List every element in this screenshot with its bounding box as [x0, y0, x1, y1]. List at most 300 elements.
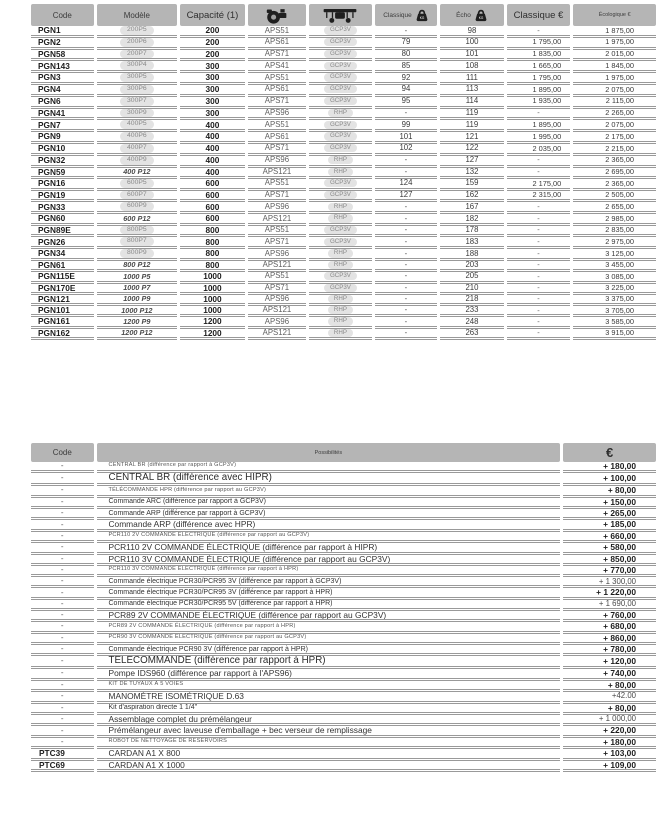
pump-cell: APS96: [248, 202, 306, 214]
model-cell: 800P9: [97, 249, 178, 261]
code-cell: PGN170E: [31, 284, 94, 295]
option-label-cell: PCR110 3V COMMANDE ÉLECTRIQUE (différence par rapport à HPR): [97, 566, 561, 577]
capacity-cell: 300: [180, 73, 245, 85]
classique-eur-cell: 1 795,00: [507, 73, 571, 85]
echo-kg-cell: 119: [440, 109, 504, 121]
control-cell: GCP3V: [309, 97, 372, 109]
classique-kg-cell: 85: [375, 61, 438, 73]
option-price-cell: + 740,00: [563, 669, 656, 680]
pump-cell: APS51: [248, 120, 306, 132]
ecologique-eur-cell: 2 015,00: [573, 50, 656, 62]
option-code-cell: -: [31, 611, 94, 622]
table-row: [31, 50, 656, 62]
pump-cell: APS71: [248, 191, 306, 203]
model-cell: 1000 P7: [97, 284, 178, 295]
option-price-cell: + 1 000,00: [563, 715, 656, 726]
capacity-cell: 600: [180, 191, 245, 203]
option-code-cell: -: [31, 704, 94, 715]
table-row: [31, 692, 656, 703]
option-label-cell: Commande électrique PCR30/PCR95 3V (différence par rapport à HPR): [97, 588, 561, 599]
classique-kg-cell: 92: [375, 73, 438, 85]
capacity-cell: 400: [180, 144, 245, 156]
option-price-cell: + 220,00: [563, 726, 656, 737]
code-cell: PGN2: [31, 38, 94, 50]
control-cell: GCP3V: [309, 120, 372, 132]
table-row: [31, 704, 656, 715]
classique-kg-cell: -: [375, 329, 438, 340]
option-price-cell: + 660,00: [563, 532, 656, 543]
classique-eur-cell: -: [507, 295, 571, 306]
table-row: [31, 295, 656, 306]
table-row: [31, 97, 656, 109]
capacity-cell: 800: [180, 237, 245, 249]
ecologique-eur-cell: 2 835,00: [573, 226, 656, 238]
capacity-cell: 1000: [180, 284, 245, 295]
control-cell: GCP3V: [309, 38, 372, 50]
option-code-cell: -: [31, 588, 94, 599]
classique-kg-cell: -: [375, 237, 438, 249]
option-price-cell: + 103,00: [563, 749, 656, 760]
echo-kg-cell: 108: [440, 61, 504, 73]
option-label-cell: Pompe IDS960 (différence par rapport à l'APS96): [97, 669, 561, 680]
code-cell: PGN9: [31, 132, 94, 144]
ecologique-eur-cell: 1 975,00: [573, 38, 656, 50]
pump-cell: APS96: [248, 317, 306, 328]
table-row: [31, 715, 656, 726]
echo-kg-cell: 205: [440, 272, 504, 283]
table-row: [31, 588, 656, 599]
pump-cell: APS96: [248, 109, 306, 121]
option-price-cell: + 80,00: [563, 681, 656, 692]
table-row: [31, 168, 656, 179]
option-label-cell: PCR89 2V COMMANDE ÉLECTRIQUE (différence par rapport au GCP3V): [97, 611, 561, 622]
control-cell: GCP3V: [309, 179, 372, 191]
classique-kg-cell: 101: [375, 132, 438, 144]
classique-kg-cell: -: [375, 226, 438, 238]
capacity-cell: 300: [180, 97, 245, 109]
model-cell: 1000 P12: [97, 306, 178, 317]
option-code-cell: -: [31, 577, 94, 588]
col-header-sprayer: [309, 4, 372, 26]
code-cell: PGN58: [31, 50, 94, 62]
classique-eur-cell: -: [507, 317, 571, 328]
classique-kg-cell: 94: [375, 85, 438, 97]
code-cell: PGN59: [31, 168, 94, 179]
pump-cell: APS121: [248, 261, 306, 272]
echo-kg-cell: 210: [440, 284, 504, 295]
option-label-cell: Commande ARC (différence par rapport à GCP3V): [97, 498, 561, 509]
ecologique-eur-cell: 3 375,00: [573, 295, 656, 306]
table-row: [31, 669, 656, 680]
echo-kg-cell: 100: [440, 38, 504, 50]
col-header-model: Modèle: [97, 4, 178, 26]
ecologique-eur-cell: 3 085,00: [573, 272, 656, 283]
classique-kg-cell: -: [375, 272, 438, 283]
classique-kg-cell: -: [375, 202, 438, 214]
option-price-cell: + 80,00: [563, 704, 656, 715]
col-header-euro: €: [563, 443, 656, 462]
table-row: [31, 132, 656, 144]
option-label-cell: Commande électrique PCR90 3V (différence par rapport à HPR): [97, 645, 561, 656]
classique-kg-cell: -: [375, 317, 438, 328]
ecologique-eur-cell: 3 705,00: [573, 306, 656, 317]
option-price-cell: + 1 220,00: [563, 588, 656, 599]
echo-kg-cell: 132: [440, 168, 504, 179]
option-price-cell: + 120,00: [563, 656, 656, 669]
echo-kg-cell: 119: [440, 120, 504, 132]
control-cell: GCP3V: [309, 50, 372, 62]
option-label-cell: Assemblage complet du prémélangeur: [97, 715, 561, 726]
classique-eur-cell: 1 895,00: [507, 85, 571, 97]
option-price-cell: + 860,00: [563, 634, 656, 645]
pump-cell: APS71: [248, 284, 306, 295]
col-header-ecologique-eur: Écologique €: [573, 4, 656, 26]
option-price-cell: + 850,00: [563, 555, 656, 566]
model-cell: 400P7: [97, 144, 178, 156]
table-row: [31, 555, 656, 566]
col-header-echo-kg: [440, 4, 504, 26]
table-row: [31, 726, 656, 737]
option-code-cell: -: [31, 645, 94, 656]
table-row: [31, 202, 656, 214]
classique-eur-cell: -: [507, 237, 571, 249]
option-price-cell: + 780,00: [563, 645, 656, 656]
table-row: [31, 156, 656, 168]
option-label-cell: KIT DE TUYAUX À 5 VOIES: [97, 681, 561, 692]
products-header-row: [31, 4, 656, 26]
classique-eur-cell: -: [507, 202, 571, 214]
ecologique-eur-cell: 1 975,00: [573, 73, 656, 85]
code-cell: PGN34: [31, 249, 94, 261]
code-cell: PGN32: [31, 156, 94, 168]
classique-kg-cell: -: [375, 168, 438, 179]
pump-cell: APS61: [248, 132, 306, 144]
code-cell: PGN16: [31, 179, 94, 191]
capacity-cell: 200: [180, 38, 245, 50]
option-label-cell: Commande ARP (différence avec HPR): [97, 520, 561, 531]
option-label-cell: Commande ARP (différence par rapport à GCP3V): [97, 509, 561, 520]
classique-kg-cell: -: [375, 109, 438, 121]
options-table: [28, 443, 659, 772]
table-row: [31, 85, 656, 97]
col-header-code2: Code: [31, 443, 94, 462]
classique-eur-cell: -: [507, 306, 571, 317]
table-row: [31, 498, 656, 509]
code-cell: PGN41: [31, 109, 94, 121]
model-cell: 1000 P5: [97, 272, 178, 283]
control-cell: RHP: [309, 329, 372, 340]
control-cell: RHP: [309, 214, 372, 225]
pump-cell: APS41: [248, 61, 306, 73]
echo-kg-cell: 127: [440, 156, 504, 168]
table-row: [31, 272, 656, 283]
classique-eur-cell: 1 895,00: [507, 120, 571, 132]
col-header-possibilites: Possibilités: [97, 443, 561, 462]
control-cell: RHP: [309, 317, 372, 328]
table-row: [31, 656, 656, 669]
option-label-cell: TÉLÉCOMMANDE (différence par rapport à HPR): [97, 656, 561, 669]
pump-cell: APS51: [248, 272, 306, 283]
classique-kg-cell: -: [375, 26, 438, 38]
option-code-cell: -: [31, 656, 94, 669]
model-cell: 600P5: [97, 179, 178, 191]
ecologique-eur-cell: 3 455,00: [573, 261, 656, 272]
control-cell: RHP: [309, 249, 372, 261]
option-price-cell: + 100,00: [563, 473, 656, 486]
table-row: [31, 577, 656, 588]
code-cell: PGN60: [31, 214, 94, 225]
table-row: [31, 645, 656, 656]
option-code-cell: -: [31, 543, 94, 554]
code-cell: PGN7: [31, 120, 94, 132]
table-row: [31, 317, 656, 328]
option-label-cell: PCR110 3V COMMANDE ÉLECTRIQUE (différence par rapport au GCP3V): [97, 555, 561, 566]
code-cell: PGN121: [31, 295, 94, 306]
model-cell: 200P5: [97, 26, 178, 38]
echo-kg-cell: 178: [440, 226, 504, 238]
capacity-cell: 300: [180, 85, 245, 97]
capacity-cell: 1000: [180, 272, 245, 283]
option-label-cell: PCR110 2V COMMANDE ÉLECTRIQUE (différence par rapport à HIPR): [97, 543, 561, 554]
col-header-classique-eur: Classique €: [507, 4, 571, 26]
table-row: [31, 738, 656, 749]
ecologique-eur-cell: 2 075,00: [573, 120, 656, 132]
option-price-cell: + 180,00: [563, 462, 656, 473]
classique-eur-cell: -: [507, 26, 571, 38]
option-label-cell: CARDAN A1 X 1000: [97, 761, 561, 772]
option-label-cell: CENTRAL BR (différence avec HIPR): [97, 473, 561, 486]
control-cell: RHP: [309, 202, 372, 214]
capacity-cell: 300: [180, 109, 245, 121]
model-cell: 1000 P9: [97, 295, 178, 306]
ecologique-eur-cell: 2 695,00: [573, 168, 656, 179]
ecologique-eur-cell: 1 845,00: [573, 61, 656, 73]
weight-kg-icon: [474, 12, 488, 19]
option-code-cell: PTC39: [31, 749, 94, 760]
code-cell: PGN6: [31, 97, 94, 109]
option-price-cell: + 680,00: [563, 622, 656, 633]
option-code-cell: -: [31, 681, 94, 692]
classique-kg-cell: 102: [375, 144, 438, 156]
table-row: [31, 38, 656, 50]
option-label-cell: PCR90 3V COMMANDE ÉLECTRIQUE (différence par rapport au GCP3V): [97, 634, 561, 645]
table-row: [31, 634, 656, 645]
control-cell: GCP3V: [309, 226, 372, 238]
echo-kg-cell: 121: [440, 132, 504, 144]
option-price-cell: + 1 300,00: [563, 577, 656, 588]
option-label-cell: PCR110 2V COMMANDE ÉLECTRIQUE (différence par rapport au GCP3V): [97, 532, 561, 543]
table-row: [31, 749, 656, 760]
classique-eur-cell: -: [507, 156, 571, 168]
pump-cell: APS71: [248, 97, 306, 109]
model-cell: 600P9: [97, 202, 178, 214]
model-cell: 300P4: [97, 61, 178, 73]
classique-eur-cell: -: [507, 261, 571, 272]
code-cell: PGN61: [31, 261, 94, 272]
classique-kg-cell: -: [375, 249, 438, 261]
classique-kg-cell: 79: [375, 38, 438, 50]
classique-eur-cell: -: [507, 329, 571, 340]
classique-eur-cell: -: [507, 249, 571, 261]
code-cell: PGN26: [31, 237, 94, 249]
control-cell: RHP: [309, 306, 372, 317]
model-cell: 300P5: [97, 73, 178, 85]
option-code-cell: -: [31, 486, 94, 497]
classique-kg-cell: -: [375, 284, 438, 295]
control-cell: GCP3V: [309, 237, 372, 249]
option-label-cell: Kit d'aspiration directe 1 1/4": [97, 704, 561, 715]
pump-cell: APS51: [248, 179, 306, 191]
model-cell: 200P6: [97, 38, 178, 50]
option-code-cell: -: [31, 692, 94, 703]
code-cell: PGN162: [31, 329, 94, 340]
control-cell: GCP3V: [309, 73, 372, 85]
control-cell: RHP: [309, 109, 372, 121]
weight-kg-icon: [415, 12, 429, 19]
table-row: [31, 761, 656, 772]
classique-kg-cell: 80: [375, 50, 438, 62]
code-cell: PGN161: [31, 317, 94, 328]
model-cell: 800P7: [97, 237, 178, 249]
option-code-cell: -: [31, 669, 94, 680]
table-row: [31, 509, 656, 520]
echo-kg-cell: 122: [440, 144, 504, 156]
echo-kg-cell: 98: [440, 26, 504, 38]
ecologique-eur-cell: 1 875,00: [573, 26, 656, 38]
svg-text:KG: KG: [478, 15, 484, 20]
control-cell: GCP3V: [309, 144, 372, 156]
classique-label: Classique: [383, 11, 412, 19]
control-cell: GCP3V: [309, 191, 372, 203]
classique-eur-cell: 2 175,00: [507, 179, 571, 191]
option-code-cell: -: [31, 555, 94, 566]
pump-cell: APS71: [248, 50, 306, 62]
ecologique-eur-cell: 2 655,00: [573, 202, 656, 214]
code-cell: PGN4: [31, 85, 94, 97]
pump-cell: APS96: [248, 249, 306, 261]
model-cell: 200P7: [97, 50, 178, 62]
ecologique-eur-cell: 2 215,00: [573, 144, 656, 156]
pump-cell: APS121: [248, 214, 306, 225]
code-cell: PGN115E: [31, 272, 94, 283]
ecologique-eur-cell: 2 975,00: [573, 237, 656, 249]
table-row: [31, 261, 656, 272]
echo-kg-cell: 101: [440, 50, 504, 62]
classique-kg-cell: -: [375, 156, 438, 168]
table-row: [31, 226, 656, 238]
classique-eur-cell: -: [507, 226, 571, 238]
capacity-cell: 400: [180, 132, 245, 144]
echo-kg-cell: 263: [440, 329, 504, 340]
echo-kg-cell: 188: [440, 249, 504, 261]
ecologique-eur-cell: 3 585,00: [573, 317, 656, 328]
table-row: [31, 61, 656, 73]
ecologique-eur-cell: 2 365,00: [573, 179, 656, 191]
classique-kg-cell: 124: [375, 179, 438, 191]
classique-eur-cell: 2 315,00: [507, 191, 571, 203]
option-code-cell: -: [31, 634, 94, 645]
classique-eur-cell: -: [507, 214, 571, 225]
ecologique-eur-cell: 2 505,00: [573, 191, 656, 203]
code-cell: PGN3: [31, 73, 94, 85]
table-row: [31, 611, 656, 622]
table-row: [31, 486, 656, 497]
col-header-pump: [248, 4, 306, 26]
ecologique-eur-cell: 3 915,00: [573, 329, 656, 340]
pump-cell: APS96: [248, 156, 306, 168]
col-header-classique-kg: [375, 4, 438, 26]
option-label-cell: MANOMÈTRE ISOMÉTRIQUE D.63: [97, 692, 561, 703]
options-table-body: [31, 462, 656, 772]
table-row: [31, 249, 656, 261]
table-row: [31, 26, 656, 38]
ecologique-eur-cell: 2 175,00: [573, 132, 656, 144]
option-label-cell: Prémélangeur avec laveuse d'emballage + bec verseur de remplissage: [97, 726, 561, 737]
ecologique-eur-cell: 2 985,00: [573, 214, 656, 225]
table-row: [31, 520, 656, 531]
ecologique-eur-cell: 3 225,00: [573, 284, 656, 295]
option-code-cell: -: [31, 532, 94, 543]
capacity-cell: 600: [180, 179, 245, 191]
code-cell: PGN101: [31, 306, 94, 317]
ecologique-eur-cell: 2 115,00: [573, 97, 656, 109]
option-price-cell: + 109,00: [563, 761, 656, 772]
option-price-cell: + 150,00: [563, 498, 656, 509]
control-cell: RHP: [309, 295, 372, 306]
echo-kg-cell: 159: [440, 179, 504, 191]
option-code-cell: -: [31, 462, 94, 473]
table-row: [31, 306, 656, 317]
pump-cell: APS71: [248, 237, 306, 249]
products-table-body: [31, 26, 656, 340]
capacity-cell: 1200: [180, 329, 245, 340]
control-cell: GCP3V: [309, 132, 372, 144]
echo-kg-cell: 111: [440, 73, 504, 85]
code-cell: PGN143: [31, 61, 94, 73]
option-code-cell: -: [31, 726, 94, 737]
classique-eur-cell: -: [507, 284, 571, 295]
classique-eur-cell: 2 035,00: [507, 144, 571, 156]
classique-eur-cell: 1 835,00: [507, 50, 571, 62]
model-cell: 300P7: [97, 97, 178, 109]
echo-kg-cell: 113: [440, 85, 504, 97]
model-cell: 400P6: [97, 132, 178, 144]
echo-kg-cell: 182: [440, 214, 504, 225]
option-code-cell: -: [31, 520, 94, 531]
option-label-cell: TÉLÉCOMMANDE HPR (différence par rapport au GCP3V): [97, 486, 561, 497]
table-row: [31, 473, 656, 486]
echo-kg-cell: 203: [440, 261, 504, 272]
model-cell: 300P6: [97, 85, 178, 97]
control-cell: GCP3V: [309, 26, 372, 38]
control-cell: GCP3V: [309, 284, 372, 295]
option-code-cell: -: [31, 473, 94, 486]
model-cell: 600P7: [97, 191, 178, 203]
table-row: [31, 109, 656, 121]
ecologique-eur-cell: 2 075,00: [573, 85, 656, 97]
capacity-cell: 800: [180, 261, 245, 272]
capacity-cell: 800: [180, 226, 245, 238]
option-label-cell: CENTRAL BR (différence par rapport à GCP3V): [97, 462, 561, 473]
option-code-cell: -: [31, 622, 94, 633]
pump-cell: APS61: [248, 85, 306, 97]
classique-kg-cell: 95: [375, 97, 438, 109]
echo-kg-cell: 114: [440, 97, 504, 109]
table-row: [31, 73, 656, 85]
control-cell: GCP3V: [309, 272, 372, 283]
classique-eur-cell: -: [507, 109, 571, 121]
model-cell: 300P9: [97, 109, 178, 121]
